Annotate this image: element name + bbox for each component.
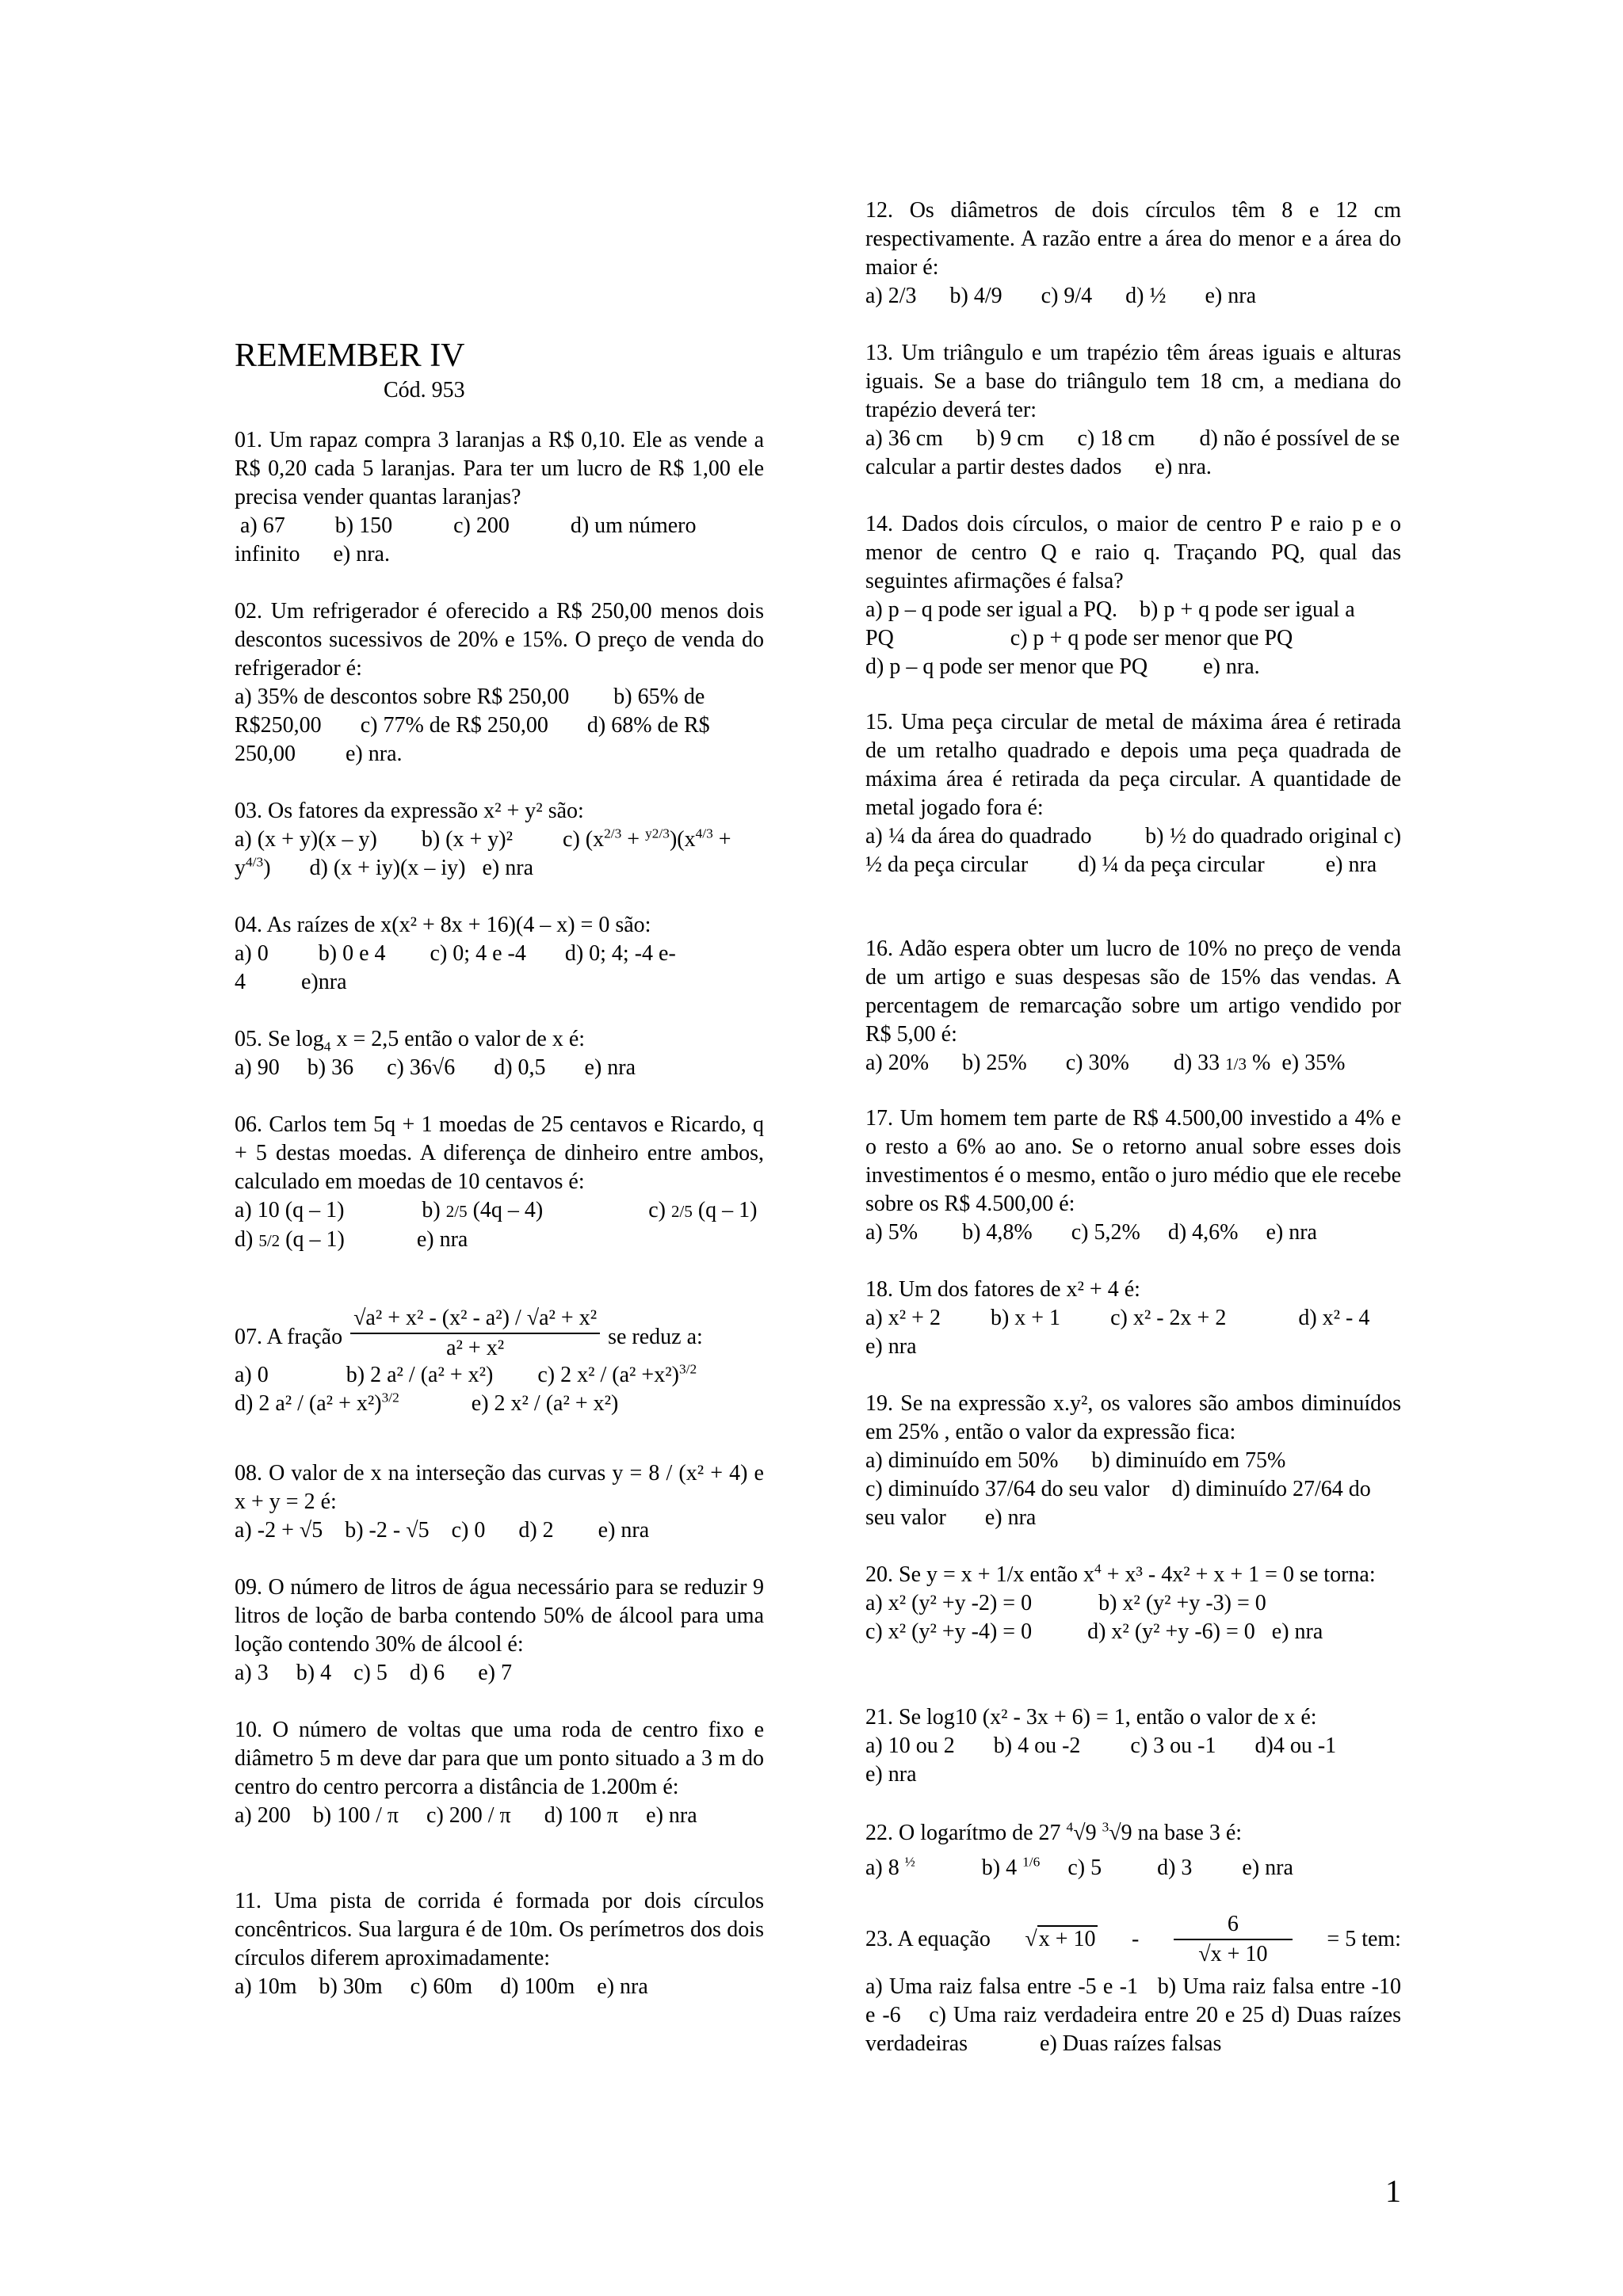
question-09 <box>235 1573 764 1688</box>
option-c: c) 2 $x^2 / (a^2 +x^2)^{3/2}$ <box>537 1361 697 1387</box>
option-d: d) 6 <box>409 1661 445 1685</box>
option-e: e) nra <box>482 856 534 880</box>
option-a: a) 35% de descontos sobre R$ 250,00 <box>235 685 570 709</box>
option-e: e) nra. <box>1203 654 1260 679</box>
question-options <box>865 1304 1401 1361</box>
question-19 <box>865 1390 1401 1532</box>
option-a: a) 200 <box>235 1803 291 1828</box>
option-b: b) 9 cm <box>976 426 1044 451</box>
option-e: e) nra <box>1271 1619 1323 1644</box>
question-options <box>235 683 764 769</box>
option-d: d)4 ou -1 <box>1254 1733 1337 1758</box>
question-13 <box>865 339 1401 482</box>
option-b: b) x² (y² +y -3) = 0 <box>1098 1591 1266 1615</box>
option-c: c) 200 <box>453 513 510 538</box>
question-text: 03. Os fatores da expressão x² + y² são: <box>235 799 584 823</box>
question-04 <box>235 911 764 997</box>
question-options <box>865 822 1401 879</box>
option-b: b) -2 - √5 <box>345 1518 430 1543</box>
option-a: a) 20% <box>865 1051 930 1075</box>
option-e: e) nra <box>1325 852 1377 877</box>
sqrt-expression: √x + 10 <box>1025 1927 1096 1951</box>
sqrt-symbol: √ <box>1198 1942 1211 1966</box>
option-a: a) 10 ou 2 <box>865 1733 955 1758</box>
question-03 <box>235 797 764 883</box>
option-d: d) 2 <box>518 1518 554 1543</box>
option-b: b) 65% de R$250,00 <box>235 685 705 738</box>
option-a: a) -2 + √5 <box>235 1518 323 1543</box>
option-d: d) ½ <box>1125 284 1167 308</box>
sqrt-symbol: √ <box>1109 1821 1121 1845</box>
option-c: c) 2/5 (q – 1) <box>648 1198 758 1222</box>
question-01 <box>235 426 764 569</box>
option-c: c) 0 <box>451 1518 486 1543</box>
option-d: d) 0; 4; -4 e-4 <box>235 941 676 994</box>
question-options <box>235 1054 764 1082</box>
option-e: e) 2 x² / (a² + x²) <box>471 1391 619 1416</box>
question-08 <box>235 1459 764 1545</box>
question-text: 21. Se log10 (x² - 3x + 6) = 1, então o valor de x é: <box>865 1705 1317 1730</box>
option-e: e) 35% <box>1281 1051 1346 1075</box>
root-index: 4 <box>1066 1819 1074 1835</box>
option-e: e) nra <box>584 1055 636 1080</box>
option-a: a) 67 <box>240 513 285 538</box>
question-text: 22. O logarítmo de 27 $^4$√9 $^3$√9 na base 3 é: <box>865 1819 1243 1845</box>
question-options <box>865 1589 1401 1646</box>
sqrt-symbol: √ <box>1025 1927 1037 1951</box>
option-a: a) x² (y² +y -2) = 0 <box>865 1591 1033 1615</box>
question-options <box>235 1196 764 1255</box>
option-e: e)nra <box>301 970 347 994</box>
option-a: a) ¼ da área do quadrado <box>865 824 1092 849</box>
option-a: a) 10 (q – 1) <box>235 1198 345 1222</box>
option-d: d) 2 $a^2 / (a^2 + x^2)^{3/2}$ <box>235 1390 399 1416</box>
question-options <box>235 1802 764 1830</box>
option-d: d) p – q pode ser menor que PQ <box>865 654 1148 679</box>
question-options <box>865 1732 1401 1789</box>
option-a: a) Uma raiz falsa entre -5 e -1 <box>865 1974 1138 1999</box>
option-e: e) nra <box>646 1803 697 1828</box>
option-e: e) nra. <box>333 542 390 566</box>
fraction-expression <box>350 1304 600 1363</box>
question-text: 10. O número de voltas que uma roda de centro fixo e diâmetro 5 m deve dar para que um ponto situado a 3 m do centro do centro percorra a distância de 1.200m é: <box>235 1718 764 1799</box>
question-options <box>865 1854 1401 1882</box>
question-06 <box>235 1111 764 1255</box>
question-20 <box>865 1561 1401 1646</box>
option-a: a) 8 $^{\frac{1}{2}}$ <box>865 1854 915 1880</box>
question-text: 18. Um dos fatores de x² + 4 é: <box>865 1277 1140 1302</box>
option-c: c) 3 ou -1 <box>1130 1733 1216 1758</box>
option-a: a) 0 <box>235 941 269 966</box>
option-b: b) 30m <box>319 1974 383 1999</box>
question-options <box>865 425 1401 482</box>
option-e: e) nra <box>865 1334 917 1359</box>
question-text: 04. As raízes de x(x² + 8x + 16)(4 – x) = 0 são: <box>235 913 651 937</box>
option-d: d) um número infinito <box>235 513 697 566</box>
option-d: d) ¼ da peça circular <box>1078 852 1265 877</box>
question-text: 19. Se na expressão x.y², os valores são ambos diminuídos em 25% , então o valor da expressão fica: <box>865 1391 1401 1444</box>
option-e: e) nra <box>1242 1855 1293 1880</box>
option-d: d) x² (y² +y -6) = 0 <box>1087 1619 1255 1644</box>
option-a: a) x² + 2 <box>865 1306 941 1330</box>
question-17 <box>865 1104 1401 1247</box>
option-b: b) 4 $^{1/6}$ <box>981 1854 1041 1880</box>
question-18 <box>865 1276 1401 1361</box>
option-b: b) 0 e 4 <box>318 941 386 966</box>
option-d: d) (x + iy)(x – iy) <box>309 856 466 880</box>
question-02 <box>235 597 764 769</box>
question-options <box>235 1973 764 2001</box>
fraction-numerator: √a² + x² - (x² - a²) / √a² + x² <box>350 1304 600 1334</box>
option-b: b) (x + y)² <box>421 827 514 852</box>
option-d: d) 33 1/3 % <box>1173 1051 1271 1075</box>
option-d: d) 0,5 <box>494 1055 546 1080</box>
question-07 <box>235 1304 764 1418</box>
option-a: a) (x + y)(x – y) <box>235 827 377 852</box>
sqrt-symbol: √ <box>1073 1821 1086 1845</box>
option-c: c) x² - 2x + 2 <box>1110 1306 1227 1330</box>
option-c: c) ½ da peça circular <box>865 824 1402 877</box>
question-23 <box>865 1906 1401 2058</box>
question-10 <box>235 1716 764 1830</box>
option-e: e) nra <box>1205 284 1257 308</box>
option-d: d) 100 π <box>544 1803 619 1828</box>
question-text: 09. O número de litros de água necessário para se reduzir 9 litros de loção de barba contendo 50% de álcool para uma loção contendo 30% de álcool é: <box>235 1575 764 1657</box>
question-text: 07. A fração $\frac{\text{√a² + x² - (x² - a²) / √a² + x²}}{\text{a² + x²}}$ se reduz a: <box>235 1304 764 1361</box>
question-15 <box>865 708 1401 879</box>
question-text: 05. Se $\log_4 x = 2,5$ então o valor de x é: <box>235 1027 586 1055</box>
option-c: c) Uma raiz verdadeira entre 20 e 25 <box>929 2003 1265 2027</box>
question-text: 02. Um refrigerador é oferecido a R$ 250,00 menos dois descontos sucessivos de 20% e 15%. O preço de venda do refrigerador é: <box>235 599 764 681</box>
option-b: b) 150 <box>334 513 393 538</box>
question-text: 23. A equação √x + 10 - $\frac{6}{√x + 10}$ = 5 tem: <box>865 1906 1401 1973</box>
option-e: e) nra. <box>346 742 403 766</box>
question-text: 17. Um homem tem parte de R$ 4.500,00 investido a 4% e o resto a 6% ao ano. Se o retorno anual sobre esses dois investimentos é o mesmo, então o juro médio que ele recebe sobre os R$ 4.500,00 é: <box>865 1106 1401 1216</box>
option-a: a) 3 <box>235 1661 269 1685</box>
question-options <box>865 1447 1401 1532</box>
option-e: e) nra <box>865 1762 917 1787</box>
option-d: d) diminuído 27/64 do seu valor <box>865 1477 1371 1530</box>
option-d: d) 100m <box>500 1974 575 1999</box>
option-b: b) 2/5 (4q – 4) <box>422 1198 544 1222</box>
question-11 <box>235 1887 764 2001</box>
question-options <box>235 1361 764 1418</box>
option-a: a) 36 cm <box>865 426 943 451</box>
option-e: e) nra <box>597 1974 648 1999</box>
option-a: a) diminuído em 50% <box>865 1448 1059 1473</box>
question-text: 13. Um triângulo e um trapézio têm áreas iguais e alturas iguais. Se a base do triângulo tem 18 cm, a mediana do trapézio deverá ter: <box>865 341 1401 422</box>
question-text: 20. Se y = x + 1/x então $x^4 + x^3 - 4x^2 + x + 1 = 0$ se torna: <box>865 1561 1376 1587</box>
question-options <box>865 596 1401 681</box>
option-c: c) 18 cm <box>1077 426 1155 451</box>
option-a: a) 0 <box>235 1363 269 1387</box>
question-22 <box>865 1819 1401 1882</box>
question-text: 08. O valor de x na interseção das curvas y = 8 / (x² + 4) e x + y = 2 é: <box>235 1461 764 1514</box>
option-e: e) nra <box>416 1227 468 1252</box>
document-title: REMEMBER IV <box>235 338 465 374</box>
option-b: b) 4 <box>296 1661 332 1685</box>
option-e: e) 7 <box>478 1661 512 1685</box>
option-e: e) Duas raízes falsas <box>1040 2031 1222 2056</box>
option-c: c) 5 <box>1067 1855 1102 1880</box>
option-b: b) diminuído em 75% <box>1091 1448 1286 1473</box>
option-a: a) 5% <box>865 1220 918 1245</box>
option-a: a) 2/3 <box>865 284 917 308</box>
option-c: c) p + q pode ser menor que PQ <box>1010 626 1293 650</box>
option-b: b) p + q pode ser igual a PQ <box>865 597 1355 650</box>
option-b: b) ½ do quadrado original <box>1145 824 1378 849</box>
question-text: 11. Uma pista de corrida é formada por dois círculos concêntricos. Sua largura é de 10m. Os perímetros dos dois círculos diferem aproximadamente: <box>235 1889 764 1970</box>
option-d: d) 4,6% <box>1167 1220 1239 1245</box>
question-text: 16. Adão espera obter um lucro de 10% no preço de venda de um artigo e suas despesas são de 15% das vendas. A percentagem de remarcação sobre um artigo vendido por R$ 5,00 é: <box>865 936 1401 1047</box>
option-e: e) nra <box>598 1518 650 1543</box>
option-d: d) x² - 4 <box>1298 1306 1370 1330</box>
option-c: c) 60m <box>410 1974 473 1999</box>
option-b: b) 36 <box>307 1055 354 1080</box>
question-options <box>235 940 764 997</box>
question-options <box>865 1973 1401 2058</box>
option-b: b) x + 1 <box>990 1306 1061 1330</box>
option-d: d) 3 <box>1157 1855 1193 1880</box>
option-c: c) 200 / π <box>426 1803 511 1828</box>
option-c: c) $(x^{2/3} + ^{y2/3})(x^{4/3} + y^{4/3})$ <box>235 826 731 880</box>
option-c: c) 9/4 <box>1041 284 1093 308</box>
option-e: e) nra <box>984 1505 1037 1530</box>
question-options <box>235 512 764 569</box>
option-b: b) Uma raiz falsa entre -10 e -6 <box>865 1974 1402 2027</box>
option-b: b) 2 a² / (a² + x²) <box>346 1363 494 1387</box>
fraction-denominator: a² + x² <box>446 1336 505 1360</box>
question-text: 12. Os diâmetros de dois círculos têm 8 e 12 cm respectivamente. A razão entre a área do menor e a área do maior é: <box>865 198 1401 280</box>
option-c: c) x² (y² +y -4) = 0 <box>865 1619 1033 1644</box>
option-c: c) 77% de R$ 250,00 <box>360 713 548 738</box>
option-d: d) 68% de R$ 250,00 <box>235 713 710 766</box>
document-code: Cód. 953 <box>384 378 465 402</box>
root-index: 3 <box>1102 1819 1109 1835</box>
option-d: d) Duas raízes verdadeiras <box>865 2003 1402 2056</box>
option-d: d) 5/2 (q – 1) <box>235 1227 345 1252</box>
option-a: a) p – q pode ser igual a PQ. <box>865 597 1118 622</box>
question-text: 01. Um rapaz compra 3 laranjas a R$ 0,10. Ele as vende a R$ 0,20 cada 5 laranjas. Para ter um lucro de R$ 1,00 ele precisa vender quantas laranjas? <box>235 428 764 509</box>
option-b: b) 4 ou -2 <box>993 1733 1081 1758</box>
question-options <box>865 1219 1401 1247</box>
question-12 <box>865 196 1401 311</box>
question-options <box>235 1659 764 1688</box>
option-b: b) 4/9 <box>949 284 1002 308</box>
question-options <box>235 1516 764 1545</box>
question-05 <box>235 1025 764 1082</box>
option-c: c) 0; 4 e -4 <box>430 941 526 966</box>
option-c: c) diminuído 37/64 do seu valor <box>865 1477 1150 1501</box>
option-e: e) nra <box>1266 1220 1317 1245</box>
question-16 <box>865 935 1401 1078</box>
question-options <box>865 1049 1401 1078</box>
question-text: 06. Carlos tem 5q + 1 moedas de 25 centavos e Ricardo, q + 5 destas moedas. A diferença de dinheiro entre ambos, calculado em moedas de 10 centavos é: <box>235 1112 764 1194</box>
option-a: a) 90 <box>235 1055 280 1080</box>
option-b: b) 100 / π <box>312 1803 399 1828</box>
question-text: 15. Uma peça circular de metal de máxima área é retirada de um retalho quadrado e depois uma peça quadrada de máxima área é retirada da peça circular. A quantidade de metal jogado fora é: <box>865 710 1401 820</box>
option-c: c) 30% <box>1065 1051 1129 1075</box>
option-b: b) 25% <box>962 1051 1027 1075</box>
option-a: a) 10m <box>235 1974 297 1999</box>
question-options <box>235 826 764 883</box>
option-b: b) 4,8% <box>962 1220 1033 1245</box>
option-d: d) não é possível de se calcular a partir destes dados <box>865 426 1400 479</box>
option-e: e) nra. <box>1155 455 1212 479</box>
option-c: c) 36√6 <box>387 1055 456 1080</box>
option-c: c) 5,2% <box>1071 1220 1140 1245</box>
fraction-expression: $\frac{6}{√x + 10}$ <box>1174 1910 1293 1969</box>
option-c: c) 5 <box>353 1661 388 1685</box>
question-options <box>865 282 1401 311</box>
page-number: 1 <box>1385 2173 1401 2209</box>
question-21 <box>865 1703 1401 1789</box>
question-text: 14. Dados dois círculos, o maior de centro P e raio p e o menor de centro Q e raio q. Traçando PQ, qual das seguintes afirmações é falsa? <box>865 512 1401 593</box>
question-14 <box>865 510 1401 681</box>
